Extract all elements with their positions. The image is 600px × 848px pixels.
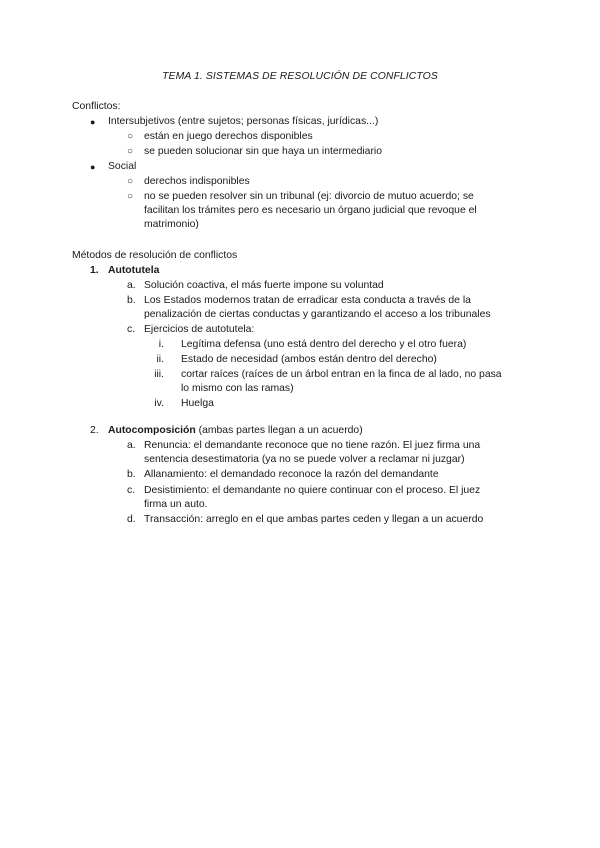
list-item: Solución coactiva, el más fuerte impone su voluntad — [144, 280, 384, 291]
list-item: derechos indisponibles — [144, 176, 250, 187]
list-item: Legítima defensa (uno está dentro del derecho y el otro fuera) — [181, 339, 467, 350]
list-marker: iii. — [154, 369, 164, 380]
list-marker: i. — [158, 339, 164, 350]
bullet-disc-icon: ● — [90, 117, 96, 127]
conflictos-heading: Conflictos: — [72, 101, 121, 112]
autotutela-heading: Autotutela — [108, 265, 160, 276]
list-item: se pueden solucionar sin que haya un intermediario — [144, 146, 382, 157]
list-item-continuation: penalización de ciertas conductas y garantizando el acceso a los tribunales — [144, 309, 491, 320]
list-item: Intersubjetivos (entre sujetos; personas físicas, jurídicas...) — [108, 116, 379, 127]
list-marker: ii. — [156, 354, 164, 365]
document-title: TEMA 1. SISTEMAS DE RESOLUCIÓN DE CONFLICTOS — [162, 71, 438, 82]
list-item-continuation: firma un auto. — [144, 499, 208, 510]
autocomposicion-title: Autocomposición — [108, 425, 196, 436]
list-item: cortar raíces (raíces de un árbol entran en la finca de al lado, no pasa — [181, 369, 502, 380]
list-item: Allanamiento: el demandado reconoce la razón del demandante — [144, 469, 439, 480]
list-marker: iv. — [154, 398, 164, 409]
list-marker: c. — [127, 485, 136, 496]
list-number: 2. — [90, 425, 99, 436]
list-item-continuation: lo mismo con las ramas) — [181, 383, 294, 394]
list-item-continuation: facilitan los trámites pero es necesario un órgano judicial que revoque el — [144, 205, 477, 216]
bullet-circle-icon: ○ — [127, 176, 134, 187]
list-item-continuation: matrimonio) — [144, 219, 199, 230]
list-item: Estado de necesidad (ambos están dentro del derecho) — [181, 354, 437, 365]
list-marker: a. — [127, 280, 136, 291]
bullet-disc-icon: ● — [90, 162, 96, 172]
list-marker: c. — [127, 324, 136, 335]
list-number: 1. — [90, 265, 99, 276]
autocomposicion-heading — [108, 424, 363, 438]
list-item: Desistimiento: el demandante no quiere continuar con el proceso. El juez — [144, 485, 481, 496]
list-marker: b. — [127, 469, 136, 480]
bullet-circle-icon: ○ — [127, 131, 134, 142]
list-item: Ejercicios de autotutela: — [144, 324, 255, 335]
metodos-heading: Métodos de resolución de conflictos — [72, 250, 238, 261]
autocomposicion-suffix: (ambas partes llegan a un acuerdo) — [195, 425, 363, 436]
list-item: Huelga — [181, 398, 214, 409]
list-item: Renuncia: el demandante reconoce que no tiene razón. El juez firma una — [144, 440, 481, 451]
list-item: no se pueden resolver sin un tribunal (ej: divorcio de mutuo acuerdo; se — [144, 191, 474, 202]
list-item-continuation: sentencia desestimatoria (ya no se puede volver a reclamar ni juzgar) — [144, 454, 465, 465]
list-item: Los Estados modernos tratan de erradicar esta conducta a través de la — [144, 295, 471, 306]
bullet-circle-icon: ○ — [127, 191, 134, 202]
list-item: Transacción: arreglo en el que ambas partes ceden y llegan a un acuerdo — [144, 514, 484, 525]
list-marker: d. — [127, 514, 136, 525]
list-marker: b. — [127, 295, 136, 306]
list-item: Social — [108, 161, 137, 172]
list-item: están en juego derechos disponibles — [144, 131, 313, 142]
list-marker: a. — [127, 440, 136, 451]
bullet-circle-icon: ○ — [127, 146, 134, 157]
